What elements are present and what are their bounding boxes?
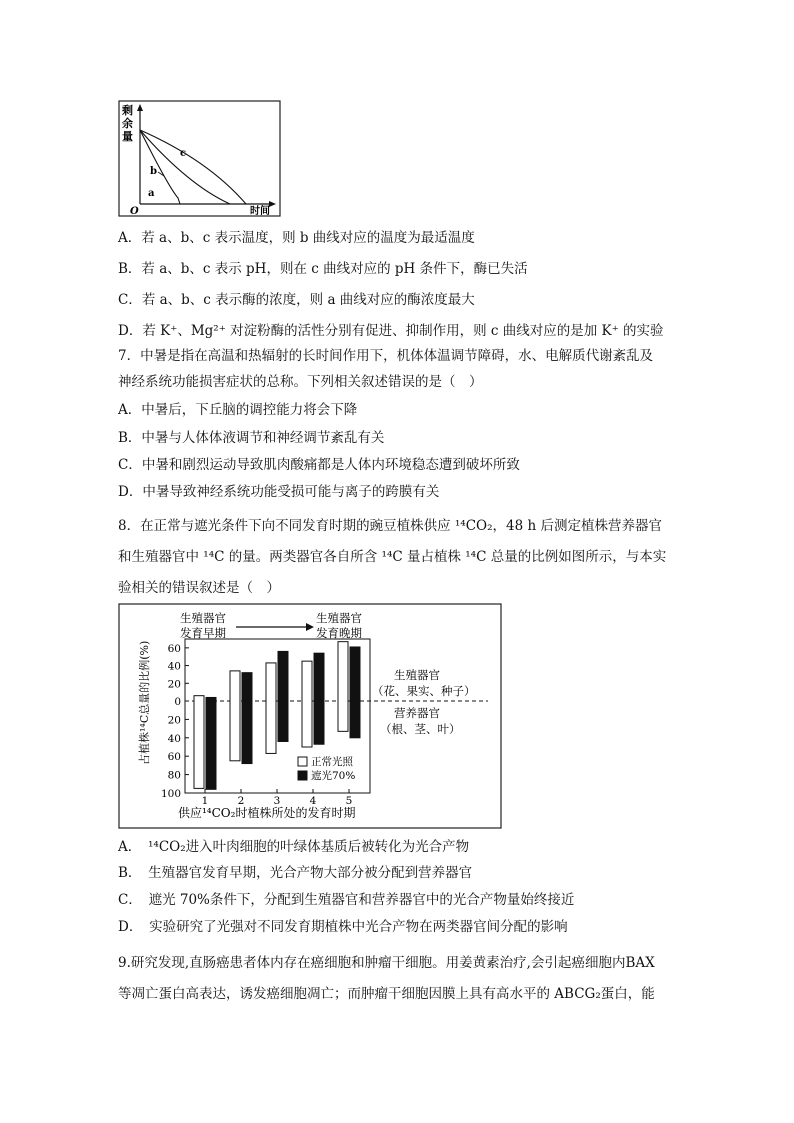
x-tick-label: 3: [273, 795, 281, 807]
figure-frame: [119, 101, 280, 216]
bar-normal-1: [194, 696, 204, 789]
bar-normal-4: [302, 661, 312, 747]
bar-normal-2: [230, 671, 240, 761]
x-tick-label: 1: [201, 795, 209, 807]
x-tick-label: 4: [309, 795, 317, 807]
x-tick-label: 5: [345, 795, 353, 807]
y-tick-label: 40: [167, 732, 181, 745]
y-tick-label: 20: [167, 714, 181, 727]
x-axis-label: 时间: [250, 206, 270, 217]
q7-stem-line-1: 7．中暑是指在高温和热辐射的长时间作用下，机体体温调节障碍，水、电解质代谢紊乱及: [118, 348, 654, 364]
bar-shade-3: [278, 651, 288, 741]
q6-option-a: A．若 a、b、c 表示温度，则 b 曲线对应的温度为最适温度: [118, 230, 475, 246]
arrow-from-line-2: 发育早期: [180, 626, 226, 640]
reproductive-organ-sublabel: （花、果实、种子）: [372, 684, 476, 698]
q7-stem-line-2: 神经系统功能损害症状的总称。下列相关叙述错误的是（ ）: [118, 374, 483, 390]
q8-option-d: D． 实验研究了光强对不同发育期植株中光合产物在两类器官间分配的影响: [118, 919, 568, 935]
y-tick-label: 100: [160, 788, 181, 800]
y-axis-label-3: 量: [122, 130, 133, 143]
q7-option-b: B．中暑与人体体液调节和神经调节紊乱有关: [118, 430, 385, 446]
y-tick-label: 20: [167, 678, 181, 691]
q8-stem-line-3: 验相关的错误叙述是（ ）: [118, 580, 280, 596]
q7-option-a: A．中暑后，下丘脑的调控能力将会下降: [118, 402, 358, 418]
curve-a: [140, 130, 180, 204]
x-axis-arrow: [269, 201, 276, 207]
arrow-from-line-1: 生殖器官: [180, 611, 226, 625]
q8-stem-line-2: 和生殖器官中 ¹⁴C 的量。两类器官各自所含 ¹⁴C 量占植株 ¹⁴C 总量的比例如图所示，与本实: [118, 549, 667, 565]
reproductive-organ-label: 生殖器官: [394, 668, 440, 682]
x-tick-label: 2: [237, 795, 245, 807]
q8-option-c: C． 遮光 70%条件下，分配到生殖器官和营养器官中的光合产物量始终接近: [118, 892, 575, 908]
y-tick-label: 60: [167, 642, 181, 655]
y-tick-label: 80: [167, 769, 181, 782]
y-tick-label: 0: [174, 696, 181, 708]
legend-swatch-normal: [298, 757, 307, 766]
curve-label-b: b: [150, 166, 157, 177]
y-tick-label: 40: [167, 660, 181, 673]
curve-label-a: a: [148, 188, 155, 199]
q8-option-b: B． 生殖器官发育早期，光合产物大部分被分配到营养器官: [118, 865, 473, 881]
vegetative-organ-sublabel: （根、茎、叶）: [380, 722, 461, 736]
q8-option-a: A． ¹⁴CO₂进入叶肉细胞的叶绿体基质后被转化为光合产物: [118, 839, 470, 855]
bar-normal-3: [266, 663, 276, 754]
curve-label-c: c: [180, 148, 187, 159]
q6-option-b: B．若 a、b、c 表示 pH，则在 c 曲线对应的 pH 条件下，酶已失活: [118, 261, 528, 277]
legend-swatch-shade: [298, 771, 307, 780]
y-axis-label: 占植株¹⁴C总量的比例(%): [138, 640, 151, 765]
bar-normal-5: [338, 642, 348, 732]
q8-stem-line-1: 8．在正常与遮光条件下向不同发育时期的豌豆植株供应 ¹⁴CO₂，48 h 后测定植株营养器官: [118, 518, 662, 534]
vegetative-organ-label: 营养器官: [394, 706, 440, 720]
bar-shade-4: [314, 653, 324, 744]
arrow-to-line-2: 发育晚期: [316, 626, 362, 640]
x-axis-label: 供应¹⁴CO₂时植株所处的发育时期: [178, 806, 356, 820]
q6-option-c: C．若 a、b、c 表示酶的浓度，则 a 曲线对应的酶浓度最大: [118, 292, 475, 308]
development-arrow-head: [306, 623, 314, 631]
y-tick-label: 60: [167, 751, 181, 764]
x-ticks: [202, 789, 353, 807]
arrow-to-line-1: 生殖器官: [316, 611, 362, 625]
bar-shade-2: [242, 673, 252, 764]
q6-option-d: D．若 K⁺、Mg²⁺ 对淀粉酶的活性分别有促进、抑制作用，则 c 曲线对应的是加 K⁺ 的实验: [118, 323, 664, 339]
bar-shade-1: [206, 697, 216, 789]
legend-label-shade: 遮光70%: [311, 770, 356, 782]
enzyme-curve-figure: [118, 100, 282, 218]
legend-label-normal: 正常光照: [311, 756, 353, 768]
q9-line-2: 等凋亡蛋白高表达，诱发癌细胞凋亡；而肿瘤干细胞因膜上具有高水平的 ABCG₂蛋白，能: [118, 986, 655, 1002]
carbon-allocation-chart: [118, 603, 502, 829]
y-axis-label-1: 剩: [122, 104, 133, 117]
y-axis-label-2: 余: [122, 117, 133, 130]
bar-shade-5: [350, 647, 360, 738]
origin-label: O: [130, 206, 139, 217]
y-axis-arrow: [137, 104, 143, 111]
q7-option-d: D．中暑导致神经系统功能受损可能与离子的跨膜有关: [118, 484, 440, 500]
q9-line-1: 9.研究发现,直肠癌患者体内存在癌细胞和肿瘤干细胞。用姜黄素治疗,会引起癌细胞内BAX: [118, 955, 655, 971]
q7-option-c: C．中暑和剧烈运动导致肌肉酸痛都是人体内环境稳态遭到破坏所致: [118, 457, 520, 473]
